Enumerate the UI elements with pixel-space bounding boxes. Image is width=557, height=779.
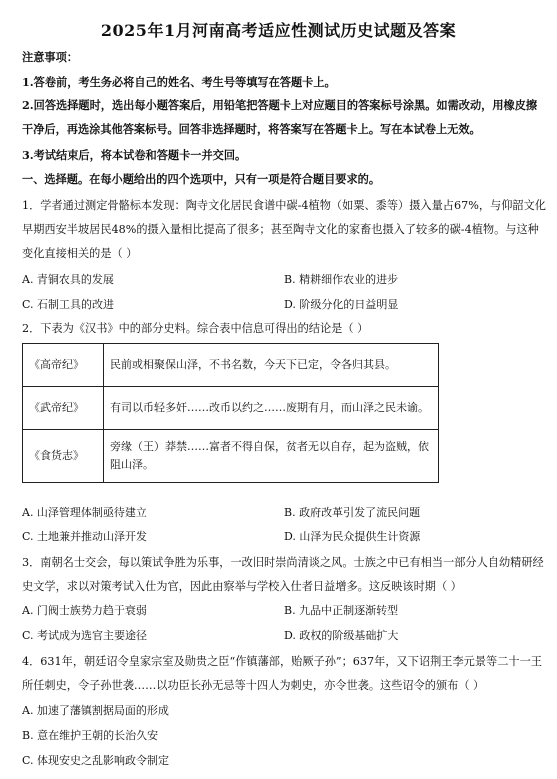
q4-stem-line-1: 4．631年，朝廷诏令皇家宗室及勋贵之臣“作镇藩部，贻厥子孙”；637年，又下诏荆王李元景等二十一王 bbox=[22, 655, 542, 668]
table-row bbox=[23, 387, 439, 430]
q1-stem-line-3: 变化直接相关的是（ ） bbox=[22, 247, 138, 260]
table-source-cell: 《高帝纪》 bbox=[23, 344, 104, 387]
q2-stem: 2．下表为《汉书》中的部分史料。综合表中信息可得出的结论是（ ） bbox=[22, 322, 369, 335]
q4-stem-line-2: 所任刺史，令子孙世袭……以功臣长孙无忌等十四人为刺史，亦令世袭。这些诏令的颁布（ ） bbox=[22, 679, 485, 692]
table-text-cell: 有司以币轻多奸……改币以约之……废期有月，而山泽之民未谕。 bbox=[104, 387, 439, 430]
notice-item-2-line-1: 2.回答选择题时，选出每小题答案后，用铅笔把答题卡上对应题目的答案标号涂黑。如需改动，用橡皮擦 bbox=[22, 98, 538, 112]
q3-option-d: D. 政权的阶级基础扩大 bbox=[284, 629, 399, 642]
table-row bbox=[23, 430, 439, 483]
table-source-cell: 《食货志》 bbox=[23, 430, 104, 483]
q3-stem-line-1: 3．南朝名士交会，每以策试争胜为乐事，一改旧时崇尚清谈之风。士族之中已有相当一部分人自幼精研经 bbox=[22, 556, 544, 569]
q2-option-d: D. 山泽为民众提供生计资源 bbox=[284, 530, 421, 543]
notice-item-1: 1.答卷前，考生务必将自己的姓名、考生号等填写在答题卡上。 bbox=[22, 75, 336, 89]
notice-heading: 注意事项： bbox=[22, 50, 78, 64]
q2-option-c: C. 土地兼并推动山泽开发 bbox=[22, 530, 148, 543]
q2-source-table bbox=[22, 343, 439, 483]
q1-stem-line-1: 1．学者通过测定骨骼标本发现：陶寺文化居民食谱中碳-4植物（如粟、黍等）摄入量占67%，与仰韶文化 bbox=[22, 199, 546, 212]
q3-option-a: A. 门阀士族势力趋于衰弱 bbox=[22, 604, 147, 617]
table-text-cell: 民前或相聚保山泽，不书名数，今天下已定，令各归其县。 bbox=[104, 344, 439, 387]
q1-option-c: C. 石制工具的改进 bbox=[22, 298, 115, 311]
q4-option-c: C. 体现安史之乱影响政令制定 bbox=[22, 754, 170, 767]
q3-option-b: B. 九品中正制逐渐转型 bbox=[284, 604, 399, 617]
table-text-cell: 旁缘（王）莽禁……富者不得自保，贫者无以自存，起为盗贼，依阻山泽。 bbox=[104, 430, 439, 483]
q2-option-b: B. 政府改革引发了流民问题 bbox=[284, 506, 421, 519]
page-title: 2025年1月河南高考适应性测试历史试题及答案 bbox=[100, 21, 457, 40]
q4-option-a: A. 加速了藩镇割据局面的形成 bbox=[22, 704, 169, 717]
notice-item-2-line-2: 干净后，再选涂其他答案标号。回答非选择题时，将答案写在答题卡上。写在本试卷上无效。 bbox=[22, 122, 481, 136]
section-heading: 一、选择题。在每小题给出的四个选项中，只有一项是符合题目要求的。 bbox=[22, 172, 381, 186]
q1-stem-line-2: 早期西安半坡居民48%的摄入量相比提高了很多；甚至陶寺文化的家畜也摄入了较多的碳-4植物。与这种 bbox=[22, 223, 539, 236]
table-source-cell: 《武帝纪》 bbox=[23, 387, 104, 430]
q2-option-a: A. 山泽管理体制亟待建立 bbox=[22, 506, 147, 519]
table-row bbox=[23, 344, 439, 387]
q4-option-b: B. 意在维护王朝的长治久安 bbox=[22, 729, 159, 742]
q1-option-b: B. 精耕细作农业的进步 bbox=[284, 273, 399, 286]
q3-stem-line-2: 史文学，求以对策考试入仕为官，因此由察举与学校入仕者日益增多。这反映该时期（ ） bbox=[22, 580, 462, 593]
q1-option-d: D. 阶级分化的日益明显 bbox=[284, 298, 399, 311]
q1-option-a: A. 青铜农具的发展 bbox=[22, 273, 114, 286]
q3-option-c: C. 考试成为选官主要途径 bbox=[22, 629, 148, 642]
notice-item-3: 3.考试结束后，将本试卷和答题卡一并交回。 bbox=[22, 148, 247, 162]
